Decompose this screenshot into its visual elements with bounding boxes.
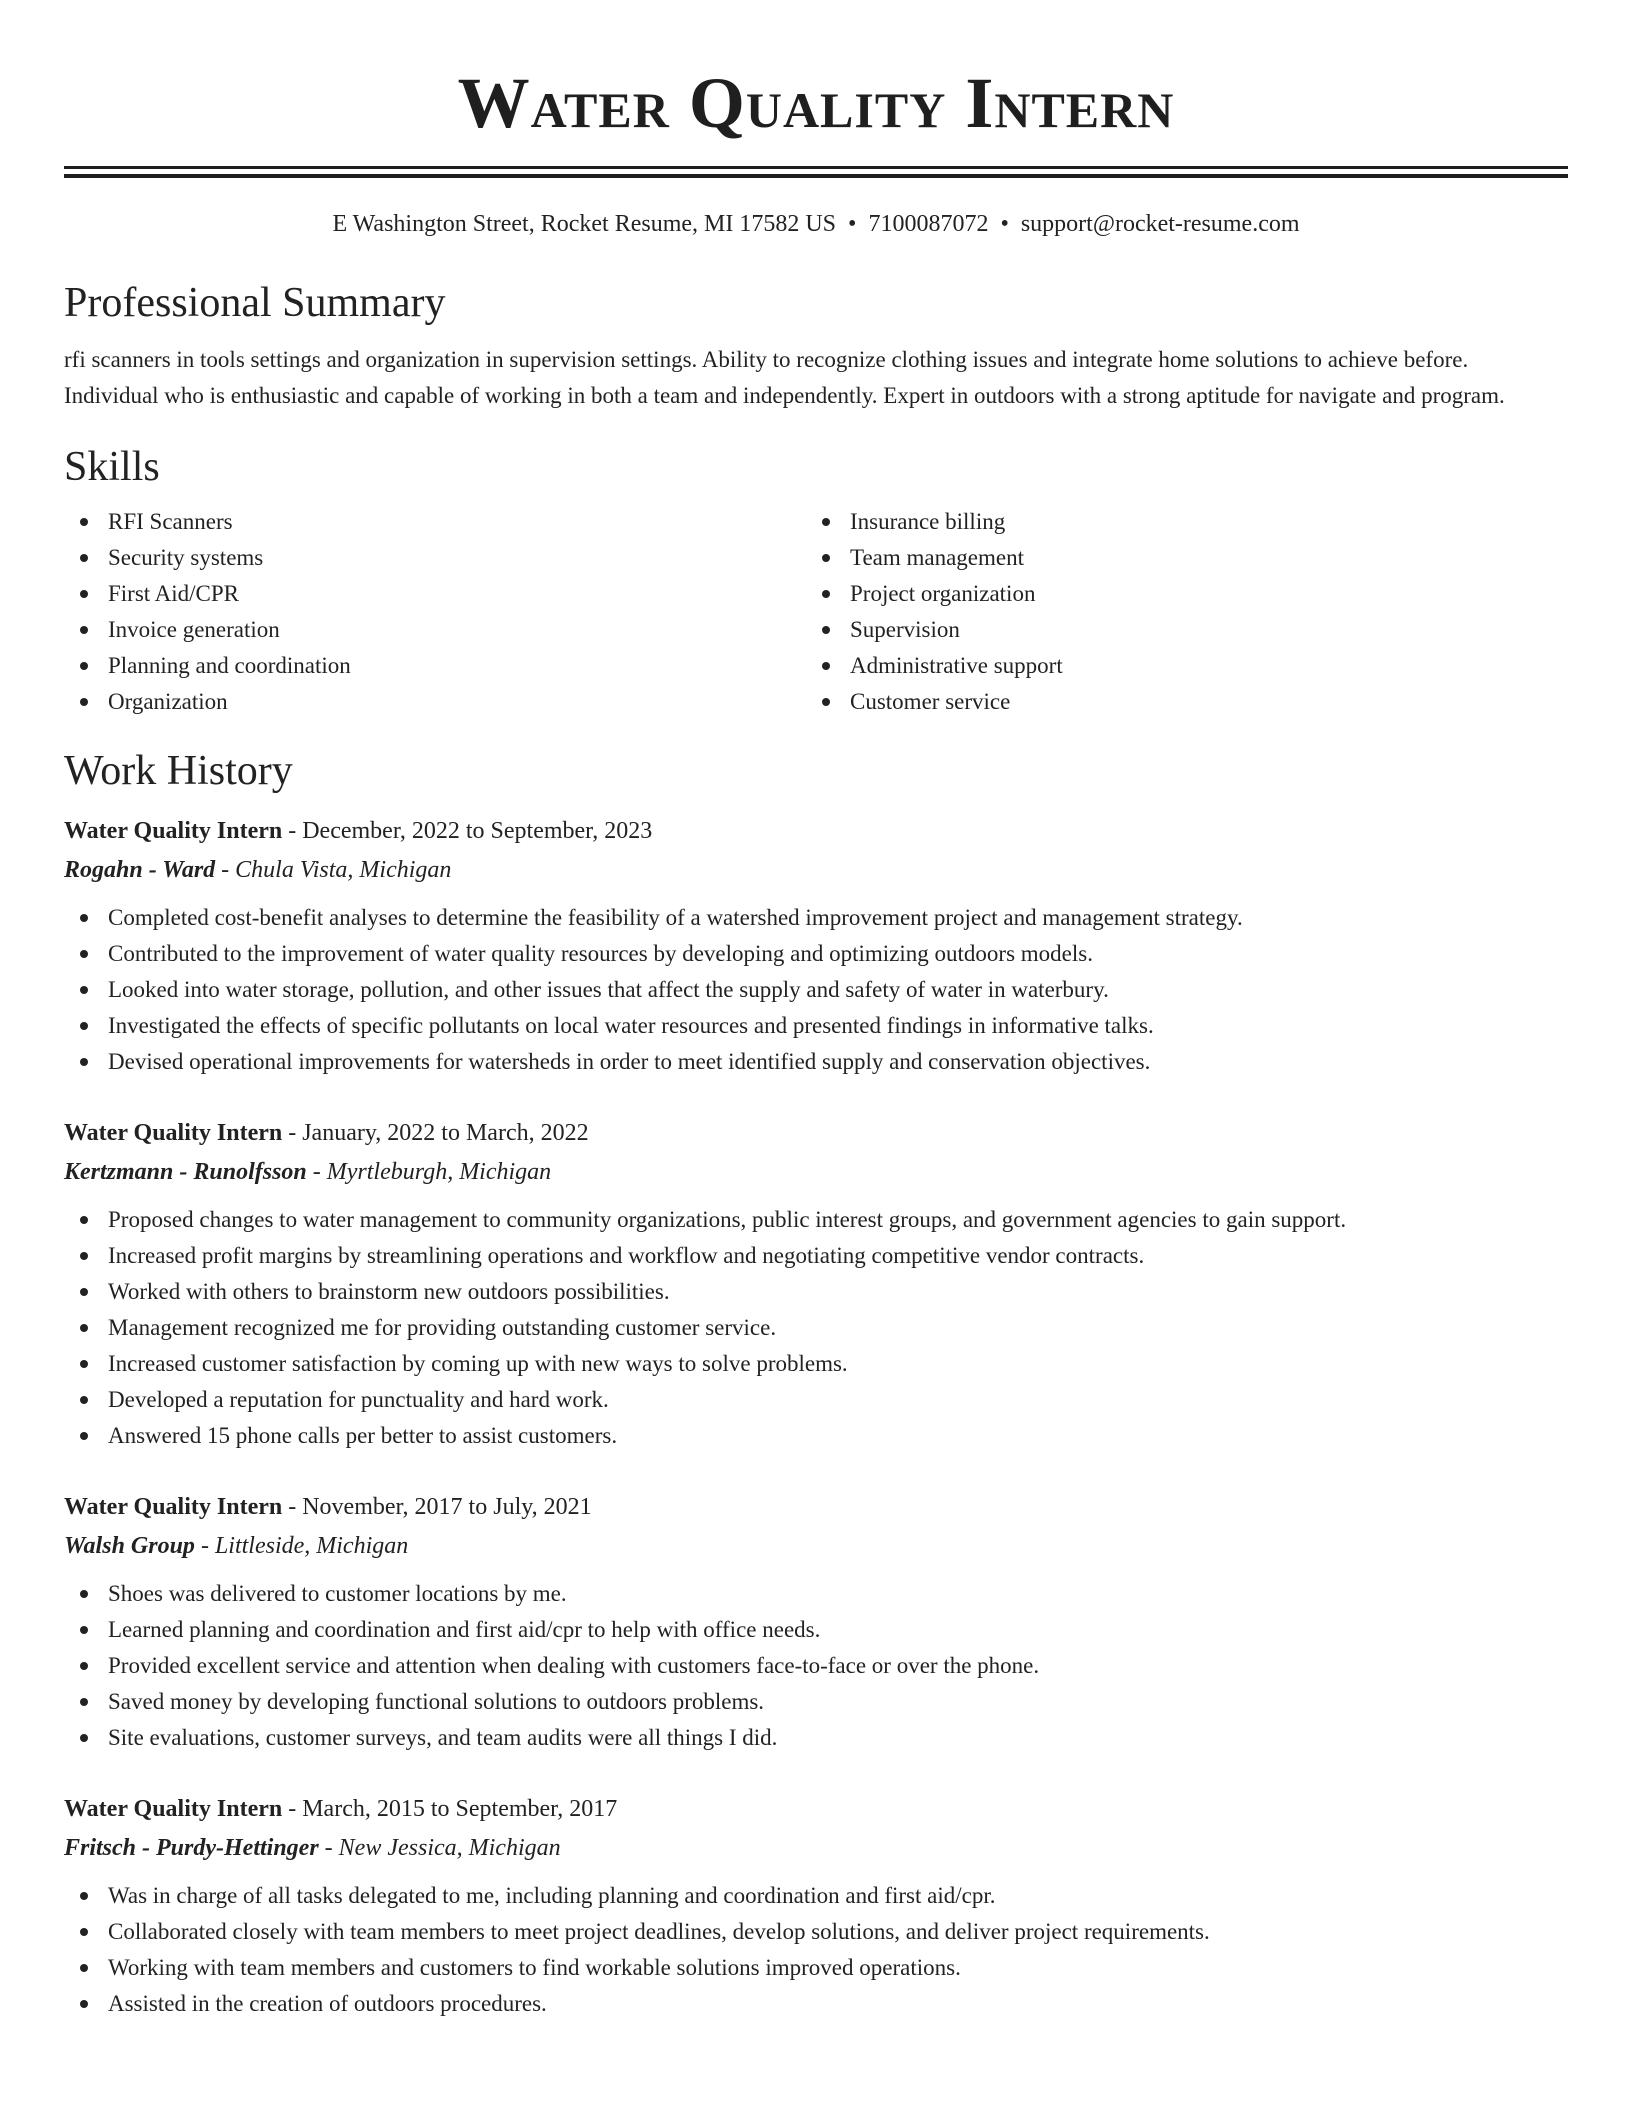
job-bullet-text: Investigated the effects of specific pollutants on local water resources and presented findings in informative talks. [108,1013,1154,1038]
contact-phone: 7100087072 [868,211,989,237]
job-bullet [64,1576,1568,1612]
job-heading [64,1790,1568,1828]
job-bullet [64,1612,1568,1648]
job-location: Myrtleburgh, Michigan [326,1159,552,1185]
resume-page [64,0,1568,2022]
bullet-dot-icon [80,698,88,706]
job-company: Rogahn - Ward [64,857,216,883]
contact-separator: • [1000,211,1009,237]
resume-title: Water Quality Intern [457,63,1175,143]
job-dates: January, 2022 to March, 2022 [302,1120,589,1146]
skills-list-right [806,504,1548,720]
job-bullet [64,1202,1568,1238]
skills-columns [64,504,1568,720]
job-location: New Jessica, Michigan [338,1835,561,1861]
bullet-dot-icon [80,1396,88,1404]
bullet-dot-icon [80,1252,88,1260]
job-bullet-text: Learned planning and coordination and first aid/cpr to help with office needs. [108,1617,821,1642]
skill-item [806,612,1548,648]
bullet-dot-icon [822,518,830,526]
bullet-dot-icon [80,1734,88,1742]
bullet-dot-icon [80,1432,88,1440]
job-company-dash: - [318,1835,339,1861]
job-bullet [64,1382,1568,1418]
bullet-dot-icon [80,626,88,634]
skill-item [806,540,1548,576]
skill-item-text: Invoice generation [108,617,280,642]
job-bullet [64,1720,1568,1756]
job-company: Fritsch - Purdy-Hettinger [64,1835,319,1861]
job-bullet-text: Was in charge of all tasks delegated to me, including planning and coordination and first aid/cpr. [108,1883,996,1908]
bullet-dot-icon [80,1022,88,1030]
skills-heading: Skills [64,444,160,490]
job-dates: November, 2017 to July, 2021 [302,1494,592,1520]
bullet-dot-icon [80,1288,88,1296]
bullet-dot-icon [80,950,88,958]
job-bullets [64,1878,1568,2022]
job-bullet [64,1008,1568,1044]
job-bullet [64,1044,1568,1080]
bullet-dot-icon [80,662,88,670]
bullet-dot-icon [80,1892,88,1900]
skill-item [806,504,1548,540]
skill-item-text: RFI Scanners [108,509,233,534]
bullet-dot-icon [80,1964,88,1972]
job-company-dash: - [194,1533,215,1559]
bullet-dot-icon [80,1360,88,1368]
job-bullets [64,900,1568,1080]
skill-item [806,648,1548,684]
job-bullet [64,1914,1568,1950]
bullet-dot-icon [80,1216,88,1224]
job-bullet-text: Assisted in the creation of outdoors procedures. [108,1991,547,2016]
bullet-dot-icon [80,1324,88,1332]
skill-item-text: First Aid/CPR [108,581,240,606]
skill-item-text: Administrative support [850,653,1063,678]
bullet-dot-icon [80,914,88,922]
bullet-dot-icon [80,1058,88,1066]
job-bullet-text: Contributed to the improvement of water quality resources by developing and optimizing outdoors models. [108,941,1093,966]
contact-line [64,208,1568,240]
skill-item-text: Planning and coordination [108,653,351,678]
job-company-dash: - [306,1159,327,1185]
skill-item-text: Project organization [850,581,1036,606]
contact-separator: • [848,211,857,237]
job-heading-dash: - [282,1796,303,1822]
bullet-dot-icon [80,1662,88,1670]
work-history-list [64,812,1568,2022]
bullet-dot-icon [822,698,830,706]
skill-item-text: Security systems [108,545,264,570]
job-company: Kertzmann - Runolfsson [64,1159,307,1185]
bullet-dot-icon [80,554,88,562]
title-rule-top [64,166,1568,169]
job-entry [64,1488,1568,1756]
skill-item [64,684,806,720]
job-bullet [64,1950,1568,1986]
job-entry [64,812,1568,1080]
job-dates: March, 2015 to September, 2017 [302,1796,618,1822]
job-bullet [64,1238,1568,1274]
job-location: Littleside, Michigan [214,1533,409,1559]
job-bullet-text: Collaborated closely with team members to meet project deadlines, develop solutions, and deliver project requirements. [108,1919,1210,1944]
job-bullet-text: Working with team members and customers to find workable solutions improved operations. [108,1955,961,1980]
job-heading-dash: - [282,1494,303,1520]
bullet-dot-icon [822,554,830,562]
job-bullet-text: Increased profit margins by streamlining operations and workflow and negotiating competitive vendor contracts. [108,1243,1145,1268]
bullet-dot-icon [822,590,830,598]
job-company-line [64,1152,1568,1192]
job-bullet [64,1274,1568,1310]
job-bullet [64,1418,1568,1454]
job-heading [64,1488,1568,1526]
job-role: Water Quality Intern [64,1120,283,1146]
job-role: Water Quality Intern [64,1494,283,1520]
job-bullet [64,1684,1568,1720]
skill-item-text: Supervision [850,617,960,642]
job-bullet-text: Devised operational improvements for watersheds in order to meet identified supply and conservation objectives. [108,1049,1151,1074]
job-bullet-text: Looked into water storage, pollution, and other issues that affect the supply and safety of water in waterbury. [108,977,1109,1002]
job-bullet-text: Provided excellent service and attention when dealing with customers face-to-face or over the phone. [108,1653,1040,1678]
job-bullets [64,1202,1568,1454]
bullet-dot-icon [80,1928,88,1936]
skill-item [64,504,806,540]
job-bullet-text: Completed cost-benefit analyses to determine the feasibility of a watershed improvement project and management strategy. [108,905,1243,930]
job-bullet [64,1346,1568,1382]
title-rule-bottom [64,174,1568,178]
skill-item [806,684,1548,720]
contact-email: support@rocket-resume.com [1020,211,1300,237]
skill-item-text: Organization [108,689,228,714]
job-heading-dash: - [282,1120,303,1146]
job-dates: December, 2022 to September, 2023 [302,818,653,844]
job-bullet-text: Proposed changes to water management to community organizations, public interest groups, and government agencies to gain support. [108,1207,1347,1232]
job-bullet-text: Saved money by developing functional solutions to outdoors problems. [108,1689,765,1714]
job-location: Chula Vista, Michigan [235,857,452,883]
job-role: Water Quality Intern [64,818,283,844]
job-bullet-text: Worked with others to brainstorm new outdoors possibilities. [108,1279,670,1304]
job-company-line [64,850,1568,890]
job-bullet [64,1310,1568,1346]
job-bullet [64,1648,1568,1684]
job-heading-dash: - [282,818,303,844]
job-bullet [64,972,1568,1008]
skill-item-text: Team management [850,545,1025,570]
job-heading [64,812,1568,850]
bullet-dot-icon [80,590,88,598]
job-company: Walsh Group [64,1533,195,1559]
job-bullet-text: Site evaluations, customer surveys, and team audits were all things I did. [108,1725,778,1750]
summary-text: rfi scanners in tools settings and organization in supervision settings. Ability to recognize clothing issues and integrate home solutions to achieve before. Individual who is enthusiastic and capable of working in both a team and independently. Expert in outdoors with a strong aptitude for navigate and program. [64,347,1505,408]
bullet-dot-icon [80,518,88,526]
job-company-line [64,1526,1568,1566]
skill-item [64,576,806,612]
skill-item [64,540,806,576]
skill-item [64,648,806,684]
job-bullet-text: Management recognized me for providing outstanding customer service. [108,1315,777,1340]
bullet-dot-icon [80,2000,88,2008]
job-company-line [64,1828,1568,1868]
job-entry [64,1114,1568,1454]
contact-address: E Washington Street, Rocket Resume, MI 17582 US [332,211,837,237]
skill-item-text: Insurance billing [850,509,1006,534]
bullet-dot-icon [80,1698,88,1706]
job-bullet-text: Shoes was delivered to customer locations by me. [108,1581,567,1606]
job-bullet [64,1986,1568,2022]
summary-heading: Professional Summary [64,280,446,326]
job-role: Water Quality Intern [64,1796,283,1822]
bullet-dot-icon [80,1590,88,1598]
job-company-dash: - [215,857,236,883]
job-bullet-text: Answered 15 phone calls per better to assist customers. [108,1423,618,1448]
skills-list-left [64,504,806,720]
job-bullets [64,1576,1568,1756]
job-bullet [64,936,1568,972]
bullet-dot-icon [80,1626,88,1634]
skill-item-text: Customer service [850,689,1011,714]
job-heading [64,1114,1568,1152]
job-bullet [64,1878,1568,1914]
job-bullet-text: Developed a reputation for punctuality and hard work. [108,1387,609,1412]
job-bullet [64,900,1568,936]
bullet-dot-icon [822,662,830,670]
job-entry [64,1790,1568,2022]
skill-item [64,612,806,648]
job-bullet-text: Increased customer satisfaction by coming up with new ways to solve problems. [108,1351,848,1376]
bullet-dot-icon [822,626,830,634]
bullet-dot-icon [80,986,88,994]
skill-item [806,576,1548,612]
work-history-heading: Work History [64,748,293,794]
